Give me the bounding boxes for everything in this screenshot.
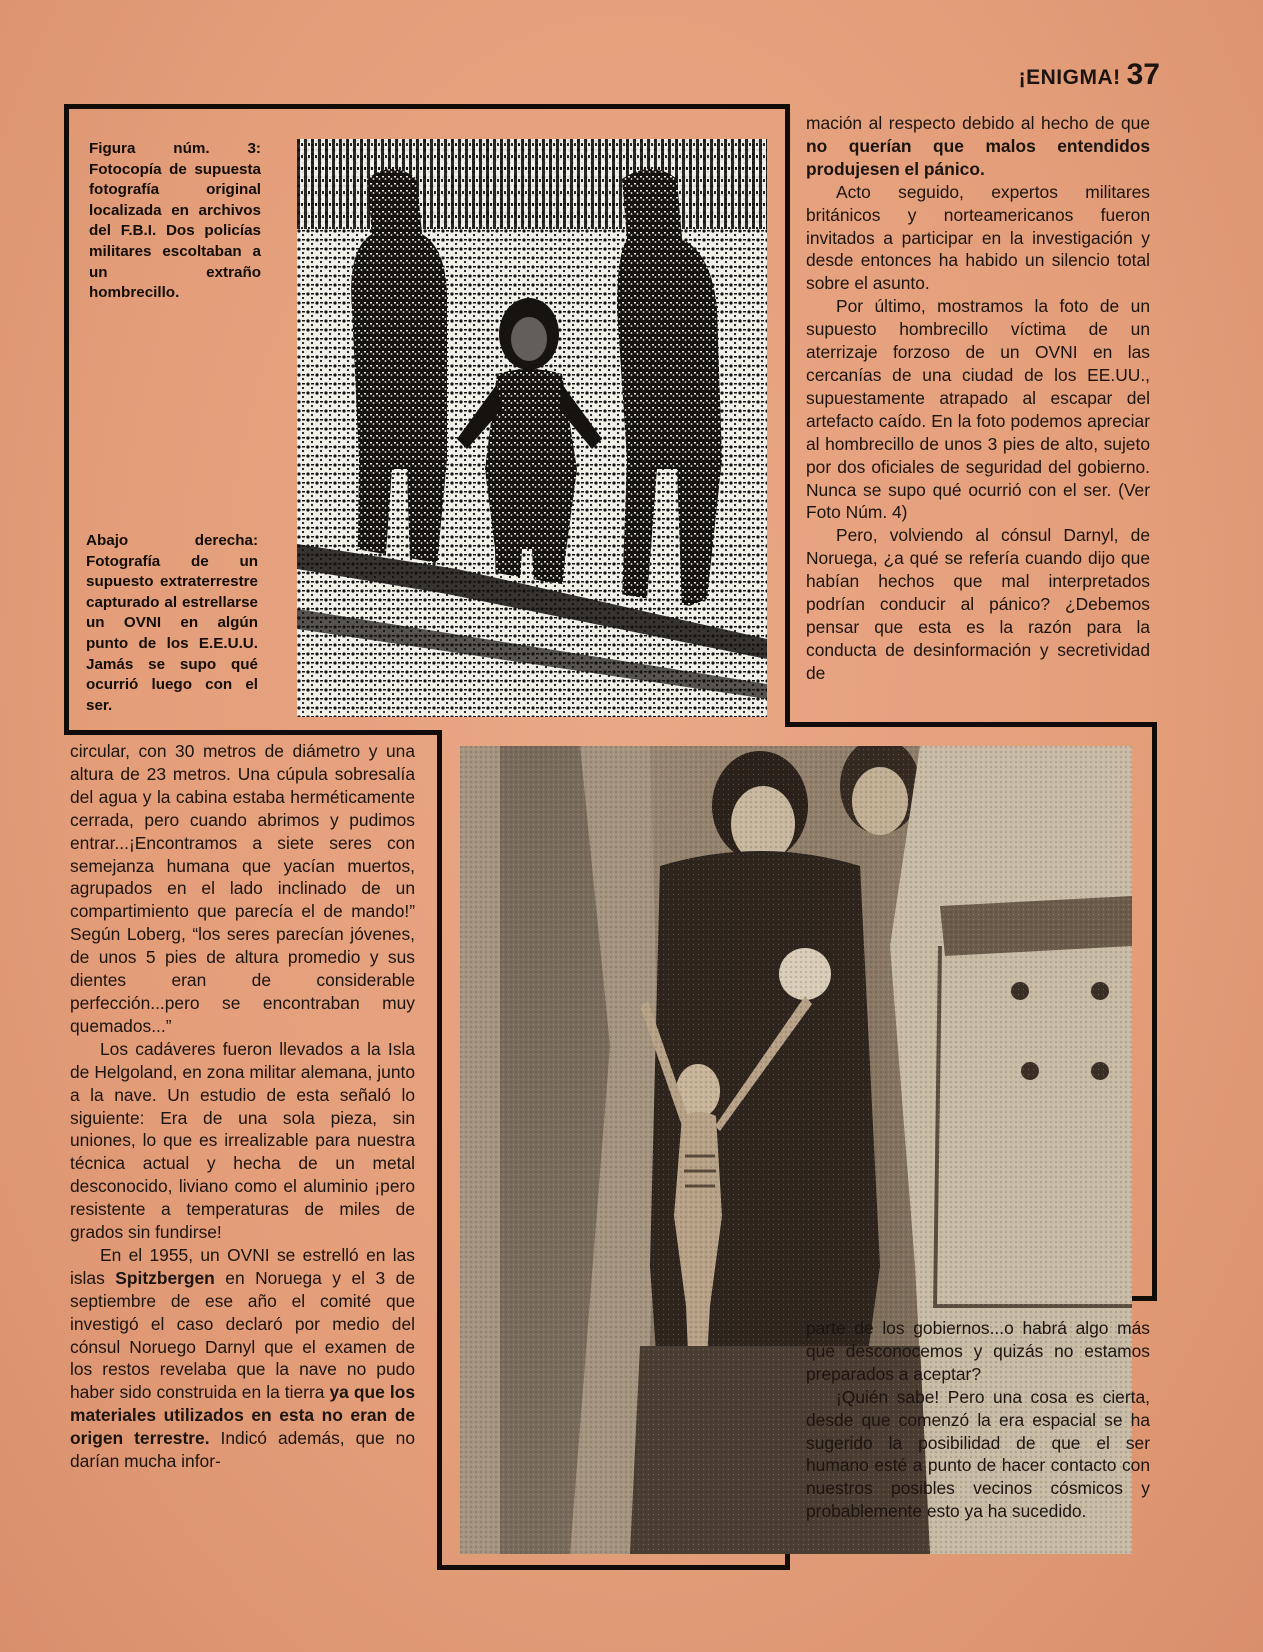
frame-mid bbox=[785, 722, 1157, 727]
frame-photo2-left bbox=[437, 730, 442, 1570]
paragraph: circular, con 30 metros de diámetro y una altura de 23 metros. Una cúpula sobresalía del agua y la cabina estaba herméticamente cerrada, pero cuando abrimos y pudimos entrar...¡Encontramos a siete seres con semejanza humana que yacían muertos, agrupados en el lado inclinado de un compartimiento que parecía el de mando!” Según Loberg, “los seres parecían jóvenes, de unos 5 pies de altura promedio y sus dientes eran de considerable perfección...pero se encontraban muy quemados...” bbox=[70, 741, 415, 1036]
paragraph: Los cadáveres fueron llevados a la Isla de Helgoland, en zona militar alemana, junto a la nave. Un estudio de esta señaló lo siguiente: Era de una sola pieza, sin uniones, lo que es irrealizable para nuestra técnica actual y hecha de un metal desconocido, liviano como el aluminio ¡pero resistente a temperaturas de miles de grados sin fundirse! bbox=[70, 1038, 415, 1243]
paragraph: ¡Quién sabe! Pero una cosa es cierta, desde que comenzó la era espacial se ha sugerido la posibilidad de que el ser humano esté a punto de hacer contacto con nuestros posibles vecinos cósmicos y probablemente esto ya ha sucedido. bbox=[806, 1386, 1150, 1522]
frame-left bbox=[64, 104, 69, 735]
magazine-title: ¡ENIGMA! bbox=[1018, 66, 1121, 89]
paragraph: Pero, volviendo al cónsul Darnyl, de Noruega, ¿a qué se refería cuando dijo que habían hechos que mal interpretados podrían conducir al pánico? ¿Debemos pensar que esta es la razón para la conducta de desinformación y secretividad de bbox=[806, 525, 1150, 683]
column-top-right bbox=[806, 112, 1150, 685]
frame-right bbox=[1152, 722, 1157, 1300]
bold-text-run: Spitzbergen bbox=[115, 1267, 215, 1288]
page-number: 37 bbox=[1126, 58, 1160, 91]
frame-photo1-right bbox=[785, 104, 790, 726]
frame-bottom bbox=[437, 1565, 790, 1570]
figure-4-caption: Abajo derecha: Fotografía de un supuesto extraterrestre capturado al estrellarse un OVNI en algún punto de los E.E.U.U. Jamás se supo qué ocurrió luego con el ser. bbox=[86, 532, 258, 714]
column-bottom-right bbox=[806, 1317, 1150, 1523]
text-run: mación al respecto debido al hecho de que bbox=[806, 113, 1150, 133]
column-left bbox=[70, 740, 415, 1473]
fbi-photocopy-illustration bbox=[297, 139, 767, 717]
text-run: Indicó además, que no darían mucha infor- bbox=[70, 1428, 415, 1472]
bold-text-run: no querían que malos entendidos produjesen el pánico. bbox=[806, 135, 1150, 179]
frame-bottom-left bbox=[64, 730, 442, 735]
text-run: en Noruega y el 3 de septiembre de ese año el comité que investigó el caso declaró por medio del cónsul Noruego Darnyl que el examen de los restos revelaba que la nave no pudo haber sido construida en la tierra bbox=[70, 1267, 415, 1403]
page-header bbox=[1000, 58, 1160, 94]
paragraph: Acto seguido, expertos militares británicos y norteamericanos fueron invitados a participar en la investigación y desde entonces ha habido un silencio total sobre el asunto. bbox=[806, 181, 1150, 294]
paragraph bbox=[70, 1244, 415, 1473]
text-run: En el 1955, un OVNI se estrelló en las islas bbox=[70, 1244, 415, 1288]
bold-text-run: ya que los materiales utilizados en esta no eran de origen terrestre. bbox=[70, 1382, 415, 1449]
paragraph: parte de los gobiernos...o habrá algo más que desconocemos y quizás no estamos preparados a aceptar? bbox=[806, 1318, 1150, 1384]
paragraph: Por último, mostramos la foto de un supuesto hombrecillo víctima de un aterrizaje forzoso de un OVNI en las cercanías de una ciudad de los EE.UU., supuestamente atrapado al escapar del artefacto caído. En la foto podemos apreciar al hombrecillo de unos 3 pies de alto, sujeto por dos oficiales de seguridad del gobierno. Nunca se supo qué ocurrió con el ser. (Ver Foto Núm. 4) bbox=[806, 296, 1150, 523]
frame-top-left bbox=[64, 104, 790, 109]
fbi-photocopy-image bbox=[297, 139, 767, 717]
figure-3-caption: Figura núm. 3: Fotocopía de supuesta fotografía original localizada en archivos del F.B.I. Dos policías militares escoltaban a un extraño hombrecillo. bbox=[89, 140, 261, 302]
paragraph bbox=[806, 112, 1150, 181]
